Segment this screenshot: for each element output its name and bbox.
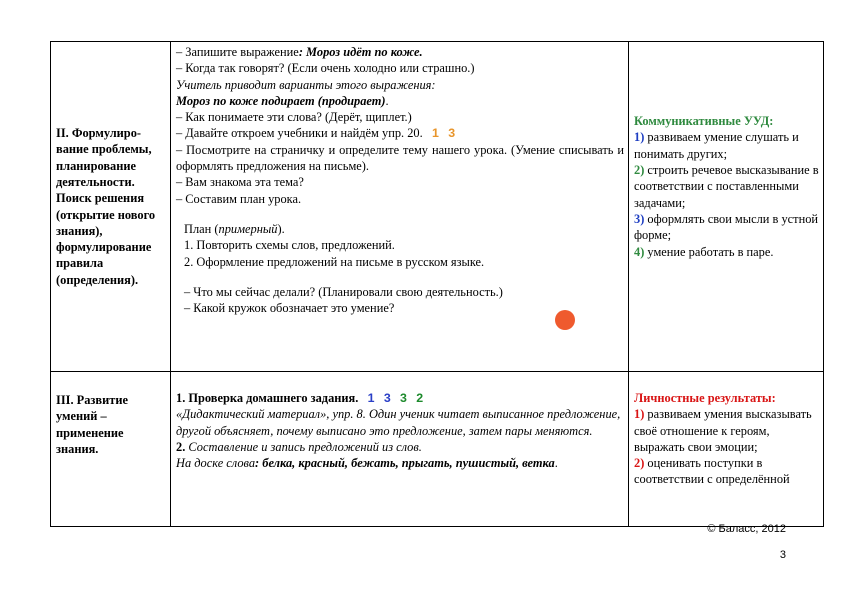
lesson-table bbox=[50, 41, 824, 527]
group-number: 3 bbox=[400, 391, 407, 405]
table-row bbox=[51, 42, 824, 372]
text-line: Учитель приводит варианты этого выражения: bbox=[176, 77, 436, 92]
text-line: 2. Составление и запись предложений из слов. bbox=[176, 439, 422, 454]
text-line: – Давайте откроем учебники и найдём упр. 20. 1 3 bbox=[176, 126, 456, 141]
plan-heading: План (примерный). bbox=[184, 221, 285, 236]
text-line: Мороз по коже подирает (продирает). bbox=[176, 93, 389, 108]
text-line: – Посмотрите на страничку и определите тему нашего урока. (Умение списывать и оформлять предложения на письме). bbox=[176, 142, 624, 174]
group-number: 3 bbox=[448, 126, 456, 141]
content-cell bbox=[171, 372, 629, 527]
results-title: Личностные результаты: bbox=[634, 391, 776, 405]
plan-item: 1. Повторить схемы слов, предложений. bbox=[184, 238, 395, 253]
uud-title: Коммуникативные УУД: bbox=[634, 114, 774, 129]
group-number: 1 bbox=[367, 391, 375, 405]
text-line: 1. Проверка домашнего задания. 1 3 3 2 bbox=[176, 391, 424, 405]
text-line: – Как понимаете эти слова? (Дерёт, щиплет.) bbox=[176, 110, 412, 125]
text-line: – Запишите выражение: Мороз идёт по коже. bbox=[176, 45, 423, 59]
plan-item: 2. Оформление предложений на письме в русском языке. bbox=[184, 254, 485, 269]
results-item: 1) развиваем умения высказывать своё отношение к героям, выражать свои эмоции; bbox=[634, 407, 812, 454]
text-line: – Составим план урока. bbox=[176, 191, 302, 206]
uud-item: 1) развиваем умение слушать и понимать других; bbox=[634, 130, 799, 161]
uud-item: 3) оформлять свои мысли в устной форме; bbox=[634, 211, 819, 243]
group-number: 2 bbox=[416, 391, 424, 405]
group-number: 1 bbox=[432, 126, 439, 141]
uud-item: 4) умение работать в паре. bbox=[634, 244, 774, 259]
table-row bbox=[51, 372, 824, 527]
text-line: – Когда так говорят? (Если очень холодно или страшно.) bbox=[176, 61, 475, 76]
uud-cell bbox=[629, 42, 824, 372]
text-line: – Какой кружок обозначает это умение? bbox=[184, 301, 395, 316]
results-item: 2) оценивать поступки в соответствии с определённой bbox=[634, 456, 790, 487]
orange-circle-icon bbox=[555, 310, 575, 330]
group-number: 3 bbox=[383, 391, 391, 405]
text-line: На доске слова: белка, красный, бежать, прыгать, пушистый, ветка. bbox=[176, 456, 558, 471]
page-number: 3 bbox=[779, 549, 786, 561]
text-line: – Вам знакома эта тема? bbox=[176, 175, 304, 190]
text-line: «Дидактический материал», упр. 8. Один ученик читает выписанное предложение, другой объясняет, почему выписано это предложение, затем пары меняются. bbox=[176, 407, 621, 438]
uud-item: 2) строить речевое высказывание в соответствии с поставленными задачами; bbox=[634, 163, 819, 210]
stage-cell: III. Развитие умений – применение знания. bbox=[51, 372, 171, 527]
results-cell bbox=[629, 372, 824, 527]
copyright-footer: © Баласс, 2012 bbox=[707, 523, 786, 535]
text-line: – Что мы сейчас делали? (Планировали свою деятельность.) bbox=[184, 284, 503, 299]
stage-cell: II. Формулиро-вание проблемы, планирование деятельности. Поиск решения (открытие нового знания), формулирование правила (определения). bbox=[51, 42, 171, 372]
